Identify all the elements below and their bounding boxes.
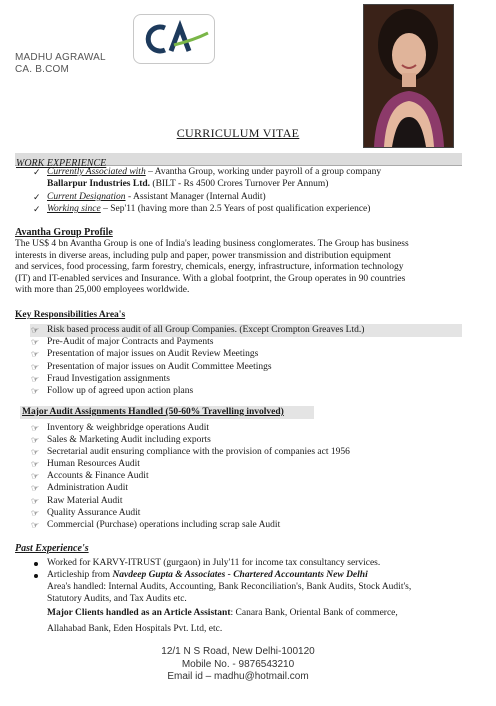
responsibility-item: Pre-Audit of major Contracts and Payments (47, 337, 214, 347)
work-experience-header (15, 153, 462, 169)
pointing-hand-icon: ☞ (31, 447, 40, 457)
responsibility-item: Fraud Investigation assignments (47, 374, 170, 384)
address: 12/1 N S Road, New Delhi-100120 (161, 646, 315, 657)
assignment-item: Sales & Marketing Audit including exports (47, 435, 211, 445)
past-item-2-line: Statutory Audits, and Tax Audits etc. (47, 594, 187, 604)
pointing-hand-icon: ☞ (31, 459, 40, 469)
assignment-item: Inventory & weighbridge operations Audit (47, 423, 209, 433)
check-icon: ✓ (33, 167, 41, 177)
ca-logo (133, 14, 215, 64)
pointing-hand-icon: ☞ (31, 423, 40, 433)
responsibility-item: Presentation of major issues on Audit Committee Meetings (47, 362, 272, 372)
candidate-name: MADHU AGRAWAL (15, 52, 106, 63)
candidate-qualification: CA. B.COM (15, 64, 70, 75)
pointing-hand-icon: ☞ (31, 386, 40, 396)
group-profile-heading: Avantha Group Profile (15, 227, 113, 238)
pointing-hand-icon: ☞ (31, 520, 40, 530)
assignment-item: Administration Audit (47, 483, 129, 493)
assignment-item: Accounts & Finance Audit (47, 471, 149, 481)
pointing-hand-icon: ☞ (31, 349, 40, 359)
contact-block (0, 646, 476, 684)
pointing-hand-icon: ☞ (31, 435, 40, 445)
past-item-2-line: Area's handled: Internal Audits, Accounting, Bank Reconciliation's, Bank Audits, Stock Audit's, (47, 582, 412, 592)
pointing-hand-icon: ☞ (31, 508, 40, 518)
past-experience-heading: Past Experience's (15, 543, 89, 554)
check-icon: ✓ (33, 192, 41, 202)
bullet-icon (34, 574, 38, 578)
assignment-item: Secretarial audit ensuring compliance with the provision of companies act 1956 (47, 447, 350, 457)
pointing-hand-icon: ☞ (31, 362, 40, 372)
mobile-number: Mobile No. - 9876543210 (181, 658, 295, 670)
work-item-1: Currently Associated with – Avantha Group, working under payroll of a group company (47, 167, 382, 177)
pointing-hand-icon: ☞ (31, 483, 40, 493)
group-profile-text: The US$ 4 bn Avantha Group is one of India's leading business conglomerates. The Group has business interests in diverse areas, including pulp and paper, power transmission and distribution equipment and services, food processing, farm forestry, chemicals, energy, infrastructure, information technology (IT) and IT-enabled services and Insurance. With a global footprint, the Group operates in 90 countries with more than 25,000 employees worldwide. (15, 239, 409, 295)
responsibility-item: Risk based process audit of all Group Companies. (Except Crompton Greaves Ltd.) (47, 325, 365, 335)
ca-logo-icon (134, 15, 214, 63)
pointing-hand-icon: ☞ (31, 471, 40, 481)
work-experience-heading: WORK EXPERIENCE (16, 158, 107, 169)
assignment-item: Commercial (Purchase) operations including scrap sale Audit (47, 520, 281, 530)
document-title: CURRICULUM VITAE (176, 126, 300, 140)
pointing-hand-icon: ☞ (31, 325, 40, 335)
pointing-hand-icon: ☞ (31, 496, 40, 506)
responsibilities-heading: Key Responsibilities Area's (15, 310, 126, 320)
candidate-name-block (15, 52, 106, 76)
work-item-3: Working since – Sep'11 (having more than 2.5 Years of post qualification experience) (47, 204, 371, 214)
clients-line-2: Allahabad Bank, Eden Hospitals Pvt. Ltd, etc. (47, 624, 223, 634)
check-icon: ✓ (33, 204, 41, 214)
pointing-hand-icon: ☞ (31, 337, 40, 347)
assignment-item: Raw Material Audit (47, 496, 123, 506)
past-item-1: Worked for KARVY-ITRUST (gurgaon) in July'11 for income tax consultancy services. (47, 558, 381, 568)
assignment-item: Human Resources Audit (47, 459, 140, 469)
email-address: Email id – madhu@hotmail.com (167, 671, 309, 682)
past-item-2: Articleship from Navdeep Gupta & Associates - Chartered Accountants New Delhi (47, 570, 368, 580)
work-item-1-cont: Ballarpur Industries Ltd. (BILT - Rs 4500 Crores Turnover Per Annum) (47, 179, 329, 189)
assignments-heading: Major Audit Assignments Handled (50-60% Travelling involved) (22, 407, 284, 417)
assignment-item: Quality Assurance Audit (47, 508, 141, 518)
clients-line: Major Clients handled as an Article Assistant: Canara Bank, Oriental Bank of commerce, (47, 608, 398, 618)
responsibility-item: Follow up of agreed upon action plans (47, 386, 194, 396)
pointing-hand-icon: ☞ (31, 374, 40, 384)
bullet-icon (34, 562, 38, 566)
work-item-2: Current Designation - Assistant Manager (Internal Audit) (47, 192, 266, 202)
responsibility-item: Presentation of major issues on Audit Review Meetings (47, 349, 259, 359)
